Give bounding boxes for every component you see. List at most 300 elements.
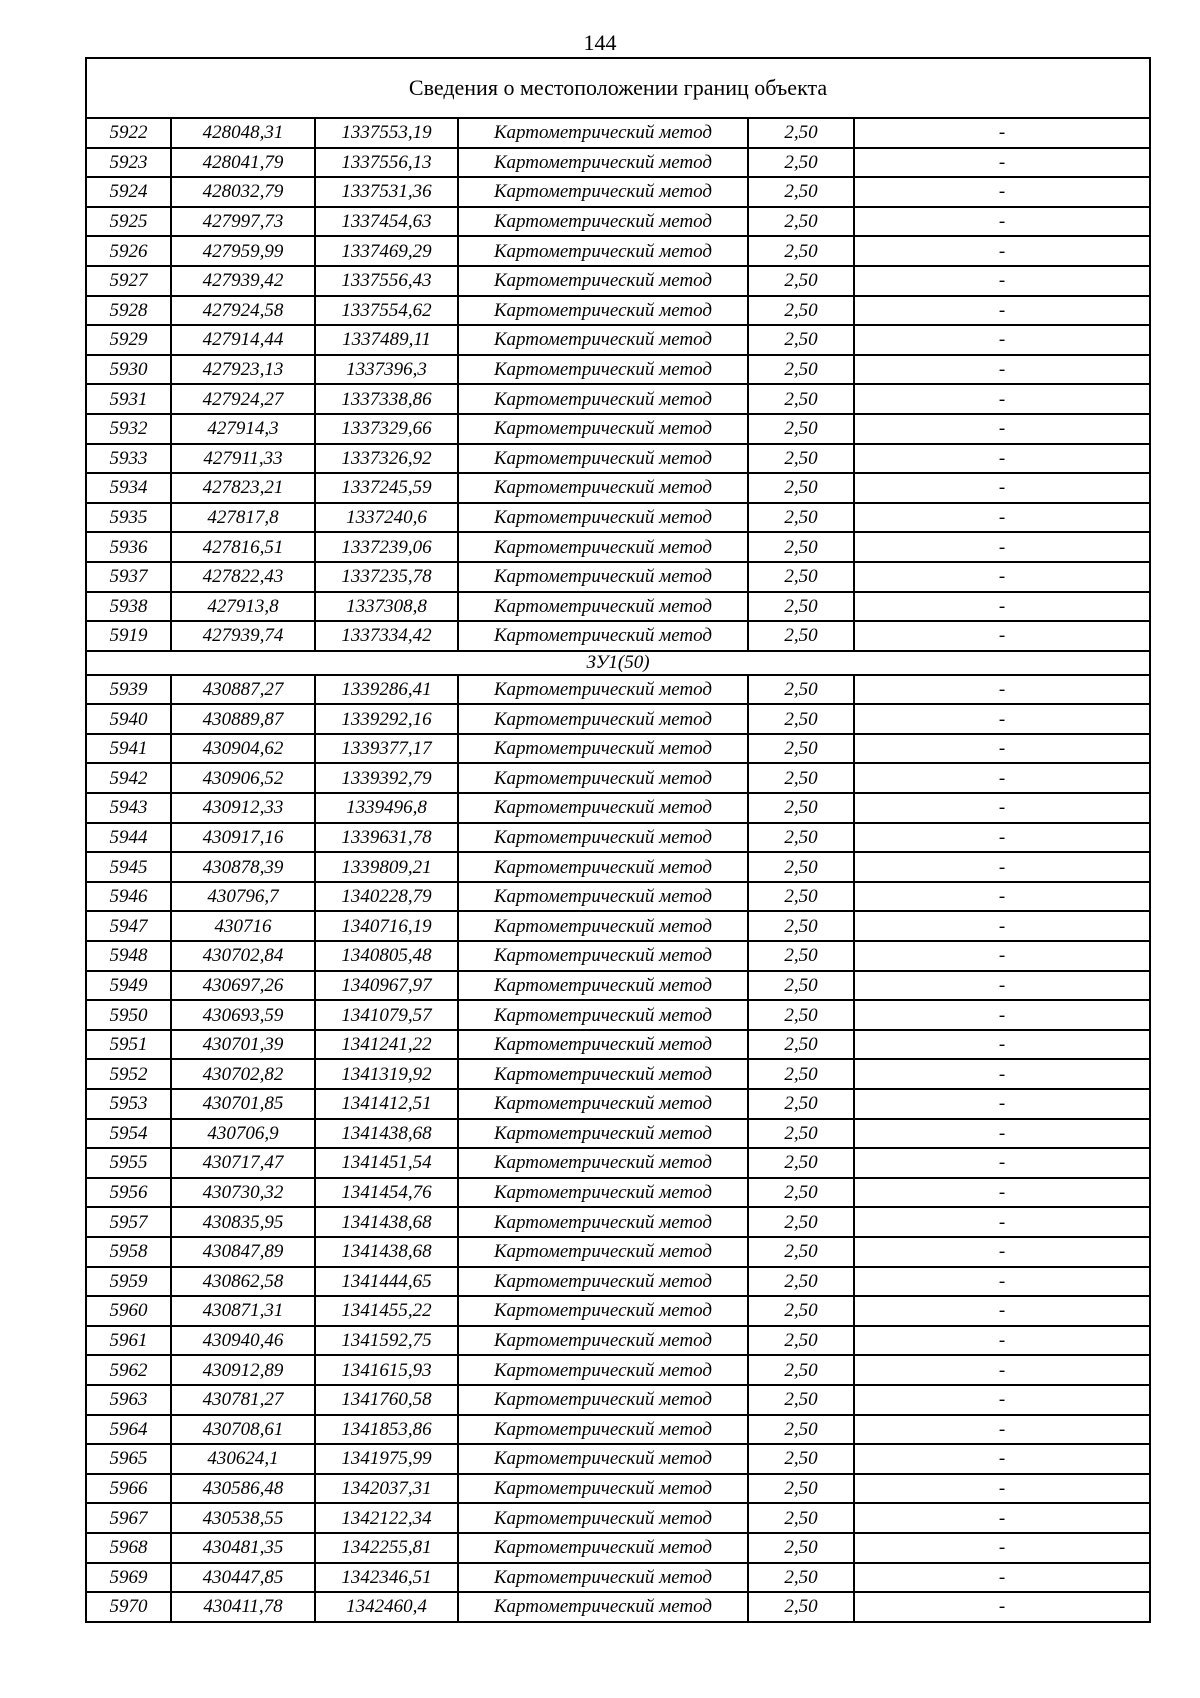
description-cell: - — [854, 296, 1150, 326]
accuracy-cell: 2,50 — [748, 941, 854, 971]
description-cell: - — [854, 1563, 1150, 1593]
method-cell: Картометрический метод — [458, 473, 748, 503]
description-cell: - — [854, 503, 1150, 533]
point-number-cell: 5949 — [86, 971, 171, 1001]
description-cell: - — [854, 1326, 1150, 1356]
accuracy-cell: 2,50 — [748, 1533, 854, 1563]
x-coordinate-cell: 430411,78 — [171, 1592, 315, 1622]
accuracy-cell: 2,50 — [748, 1385, 854, 1415]
accuracy-cell: 2,50 — [748, 1089, 854, 1119]
y-coordinate-cell: 1339292,16 — [315, 704, 458, 734]
point-number-cell: 5945 — [86, 852, 171, 882]
description-cell: - — [854, 1237, 1150, 1267]
y-coordinate-cell: 1341438,68 — [315, 1119, 458, 1149]
table-row — [86, 1563, 1150, 1593]
method-cell: Картометрический метод — [458, 236, 748, 266]
method-cell: Картометрический метод — [458, 1178, 748, 1208]
y-coordinate-cell: 1337556,13 — [315, 148, 458, 178]
point-number-cell: 5960 — [86, 1296, 171, 1326]
description-cell: - — [854, 1148, 1150, 1178]
table-row — [86, 592, 1150, 622]
section-label: ЗУ1(50) — [86, 651, 1150, 675]
y-coordinate-cell: 1339631,78 — [315, 823, 458, 853]
y-coordinate-cell: 1337396,3 — [315, 355, 458, 385]
point-number-cell: 5931 — [86, 384, 171, 414]
accuracy-cell: 2,50 — [748, 852, 854, 882]
y-coordinate-cell: 1337469,29 — [315, 236, 458, 266]
accuracy-cell: 2,50 — [748, 1148, 854, 1178]
method-cell: Картометрический метод — [458, 1237, 748, 1267]
table-row — [86, 1444, 1150, 1474]
y-coordinate-cell: 1341438,68 — [315, 1207, 458, 1237]
point-number-cell: 5967 — [86, 1503, 171, 1533]
description-cell: - — [854, 325, 1150, 355]
accuracy-cell: 2,50 — [748, 971, 854, 1001]
y-coordinate-cell: 1337553,19 — [315, 118, 458, 148]
method-cell: Картометрический метод — [458, 675, 748, 705]
method-cell: Картометрический метод — [458, 823, 748, 853]
description-cell: - — [854, 1000, 1150, 1030]
x-coordinate-cell: 427913,8 — [171, 592, 315, 622]
accuracy-cell: 2,50 — [748, 325, 854, 355]
x-coordinate-cell: 427939,42 — [171, 266, 315, 296]
y-coordinate-cell: 1341079,57 — [315, 1000, 458, 1030]
description-cell: - — [854, 1415, 1150, 1445]
x-coordinate-cell: 430917,16 — [171, 823, 315, 853]
description-cell: - — [854, 1089, 1150, 1119]
point-number-cell: 5936 — [86, 532, 171, 562]
x-coordinate-cell: 427924,58 — [171, 296, 315, 326]
point-number-cell: 5919 — [86, 621, 171, 651]
table-row — [86, 1592, 1150, 1622]
y-coordinate-cell: 1337334,42 — [315, 621, 458, 651]
accuracy-cell: 2,50 — [748, 763, 854, 793]
y-coordinate-cell: 1342122,34 — [315, 1503, 458, 1533]
x-coordinate-cell: 430878,39 — [171, 852, 315, 882]
table-row — [86, 1503, 1150, 1533]
method-cell: Картометрический метод — [458, 207, 748, 237]
table-row — [86, 266, 1150, 296]
table-row — [86, 1030, 1150, 1060]
accuracy-cell: 2,50 — [748, 1000, 854, 1030]
x-coordinate-cell: 430847,89 — [171, 1237, 315, 1267]
method-cell: Картометрический метод — [458, 444, 748, 474]
y-coordinate-cell: 1341592,75 — [315, 1326, 458, 1356]
accuracy-cell: 2,50 — [748, 1267, 854, 1297]
table-row — [86, 1148, 1150, 1178]
method-cell: Картометрический метод — [458, 414, 748, 444]
accuracy-cell: 2,50 — [748, 118, 854, 148]
description-cell: - — [854, 444, 1150, 474]
accuracy-cell: 2,50 — [748, 675, 854, 705]
x-coordinate-cell: 428041,79 — [171, 148, 315, 178]
x-coordinate-cell: 427959,99 — [171, 236, 315, 266]
table-row — [86, 1355, 1150, 1385]
table-row — [86, 1296, 1150, 1326]
y-coordinate-cell: 1341454,76 — [315, 1178, 458, 1208]
y-coordinate-cell: 1341444,65 — [315, 1267, 458, 1297]
table-row — [86, 704, 1150, 734]
description-cell: - — [854, 852, 1150, 882]
table-row — [86, 384, 1150, 414]
x-coordinate-cell: 430781,27 — [171, 1385, 315, 1415]
table-row — [86, 177, 1150, 207]
accuracy-cell: 2,50 — [748, 734, 854, 764]
point-number-cell: 5963 — [86, 1385, 171, 1415]
point-number-cell: 5969 — [86, 1563, 171, 1593]
table-row — [86, 1207, 1150, 1237]
x-coordinate-cell: 430481,35 — [171, 1533, 315, 1563]
description-cell: - — [854, 621, 1150, 651]
point-number-cell: 5962 — [86, 1355, 171, 1385]
description-cell: - — [854, 1592, 1150, 1622]
point-number-cell: 5922 — [86, 118, 171, 148]
x-coordinate-cell: 427822,43 — [171, 562, 315, 592]
description-cell: - — [854, 1355, 1150, 1385]
description-cell: - — [854, 384, 1150, 414]
y-coordinate-cell: 1341455,22 — [315, 1296, 458, 1326]
page-number: 144 — [583, 30, 617, 55]
boundary-coordinates-table — [85, 57, 1151, 1623]
point-number-cell: 5937 — [86, 562, 171, 592]
method-cell: Картометрический метод — [458, 1000, 748, 1030]
table-row — [86, 971, 1150, 1001]
x-coordinate-cell: 430716 — [171, 911, 315, 941]
table-row — [86, 1267, 1150, 1297]
accuracy-cell: 2,50 — [748, 793, 854, 823]
table-row — [86, 852, 1150, 882]
description-cell: - — [854, 971, 1150, 1001]
table-row — [86, 1119, 1150, 1149]
method-cell: Картометрический метод — [458, 1415, 748, 1445]
accuracy-cell: 2,50 — [748, 503, 854, 533]
y-coordinate-cell: 1339286,41 — [315, 675, 458, 705]
accuracy-cell: 2,50 — [748, 532, 854, 562]
x-coordinate-cell: 430871,31 — [171, 1296, 315, 1326]
point-number-cell: 5928 — [86, 296, 171, 326]
point-number-cell: 5947 — [86, 911, 171, 941]
method-cell: Картометрический метод — [458, 1207, 748, 1237]
table-row — [86, 562, 1150, 592]
description-cell: - — [854, 562, 1150, 592]
accuracy-cell: 2,50 — [748, 911, 854, 941]
method-cell: Картометрический метод — [458, 118, 748, 148]
point-number-cell: 5929 — [86, 325, 171, 355]
description-cell: - — [854, 1385, 1150, 1415]
table-row — [86, 148, 1150, 178]
y-coordinate-cell: 1339377,17 — [315, 734, 458, 764]
x-coordinate-cell: 427914,44 — [171, 325, 315, 355]
point-number-cell: 5961 — [86, 1326, 171, 1356]
accuracy-cell: 2,50 — [748, 704, 854, 734]
method-cell: Картометрический метод — [458, 503, 748, 533]
point-number-cell: 5966 — [86, 1474, 171, 1504]
description-cell: - — [854, 1207, 1150, 1237]
table-row — [86, 621, 1150, 651]
method-cell: Картометрический метод — [458, 941, 748, 971]
description-cell: - — [854, 763, 1150, 793]
x-coordinate-cell: 427939,74 — [171, 621, 315, 651]
point-number-cell: 5926 — [86, 236, 171, 266]
point-number-cell: 5968 — [86, 1533, 171, 1563]
point-number-cell: 5942 — [86, 763, 171, 793]
x-coordinate-cell: 430796,7 — [171, 882, 315, 912]
x-coordinate-cell: 427816,51 — [171, 532, 315, 562]
table-row — [86, 1178, 1150, 1208]
y-coordinate-cell: 1337556,43 — [315, 266, 458, 296]
y-coordinate-cell: 1340967,97 — [315, 971, 458, 1001]
description-cell: - — [854, 414, 1150, 444]
method-cell: Картометрический метод — [458, 1474, 748, 1504]
x-coordinate-cell: 430887,27 — [171, 675, 315, 705]
point-number-cell: 5958 — [86, 1237, 171, 1267]
method-cell: Картометрический метод — [458, 1355, 748, 1385]
method-cell: Картометрический метод — [458, 1119, 748, 1149]
point-number-cell: 5925 — [86, 207, 171, 237]
y-coordinate-cell: 1341760,58 — [315, 1385, 458, 1415]
description-cell: - — [854, 1030, 1150, 1060]
method-cell: Картометрический метод — [458, 852, 748, 882]
method-cell: Картометрический метод — [458, 882, 748, 912]
accuracy-cell: 2,50 — [748, 621, 854, 651]
accuracy-cell: 2,50 — [748, 562, 854, 592]
table-row — [86, 1326, 1150, 1356]
y-coordinate-cell: 1337531,36 — [315, 177, 458, 207]
y-coordinate-cell: 1337326,92 — [315, 444, 458, 474]
y-coordinate-cell: 1337329,66 — [315, 414, 458, 444]
section-row — [86, 651, 1150, 675]
point-number-cell: 5954 — [86, 1119, 171, 1149]
y-coordinate-cell: 1341615,93 — [315, 1355, 458, 1385]
description-cell: - — [854, 1474, 1150, 1504]
method-cell: Картометрический метод — [458, 148, 748, 178]
description-cell: - — [854, 911, 1150, 941]
table-row — [86, 763, 1150, 793]
table-row — [86, 734, 1150, 764]
accuracy-cell: 2,50 — [748, 1355, 854, 1385]
accuracy-cell: 2,50 — [748, 473, 854, 503]
accuracy-cell: 2,50 — [748, 1119, 854, 1149]
table-row — [86, 118, 1150, 148]
method-cell: Картометрический метод — [458, 177, 748, 207]
method-cell: Картометрический метод — [458, 592, 748, 622]
method-cell: Картометрический метод — [458, 704, 748, 734]
description-cell: - — [854, 941, 1150, 971]
method-cell: Картометрический метод — [458, 1592, 748, 1622]
x-coordinate-cell: 430697,26 — [171, 971, 315, 1001]
point-number-cell: 5944 — [86, 823, 171, 853]
table-row — [86, 1533, 1150, 1563]
point-number-cell: 5946 — [86, 882, 171, 912]
accuracy-cell: 2,50 — [748, 207, 854, 237]
accuracy-cell: 2,50 — [748, 1474, 854, 1504]
method-cell: Картометрический метод — [458, 1030, 748, 1060]
table-row — [86, 207, 1150, 237]
x-coordinate-cell: 430717,47 — [171, 1148, 315, 1178]
table-row — [86, 911, 1150, 941]
y-coordinate-cell: 1339392,79 — [315, 763, 458, 793]
description-cell: - — [854, 1267, 1150, 1297]
y-coordinate-cell: 1341319,92 — [315, 1059, 458, 1089]
method-cell: Картометрический метод — [458, 911, 748, 941]
y-coordinate-cell: 1340228,79 — [315, 882, 458, 912]
accuracy-cell: 2,50 — [748, 1563, 854, 1593]
point-number-cell: 5956 — [86, 1178, 171, 1208]
y-coordinate-cell: 1337235,78 — [315, 562, 458, 592]
accuracy-cell: 2,50 — [748, 1444, 854, 1474]
x-coordinate-cell: 430912,33 — [171, 793, 315, 823]
y-coordinate-cell: 1341975,99 — [315, 1444, 458, 1474]
accuracy-cell: 2,50 — [748, 1503, 854, 1533]
y-coordinate-cell: 1342346,51 — [315, 1563, 458, 1593]
method-cell: Картометрический метод — [458, 296, 748, 326]
point-number-cell: 5935 — [86, 503, 171, 533]
table-row — [86, 296, 1150, 326]
method-cell: Картометрический метод — [458, 1533, 748, 1563]
description-cell: - — [854, 823, 1150, 853]
method-cell: Картометрический метод — [458, 384, 748, 414]
description-cell: - — [854, 355, 1150, 385]
y-coordinate-cell: 1341853,86 — [315, 1415, 458, 1445]
x-coordinate-cell: 430693,59 — [171, 1000, 315, 1030]
x-coordinate-cell: 430701,39 — [171, 1030, 315, 1060]
description-cell: - — [854, 734, 1150, 764]
description-cell: - — [854, 473, 1150, 503]
description-cell: - — [854, 532, 1150, 562]
table-row — [86, 1059, 1150, 1089]
x-coordinate-cell: 430904,62 — [171, 734, 315, 764]
point-number-cell: 5938 — [86, 592, 171, 622]
point-number-cell: 5939 — [86, 675, 171, 705]
y-coordinate-cell: 1337454,63 — [315, 207, 458, 237]
x-coordinate-cell: 430889,87 — [171, 704, 315, 734]
point-number-cell: 5959 — [86, 1267, 171, 1297]
y-coordinate-cell: 1337489,11 — [315, 325, 458, 355]
description-cell: - — [854, 592, 1150, 622]
x-coordinate-cell: 430912,89 — [171, 1355, 315, 1385]
accuracy-cell: 2,50 — [748, 1326, 854, 1356]
description-cell: - — [854, 793, 1150, 823]
x-coordinate-cell: 430701,85 — [171, 1089, 315, 1119]
table-body — [86, 58, 1150, 1622]
accuracy-cell: 2,50 — [748, 384, 854, 414]
x-coordinate-cell: 427817,8 — [171, 503, 315, 533]
table-row — [86, 473, 1150, 503]
accuracy-cell: 2,50 — [748, 1296, 854, 1326]
accuracy-cell: 2,50 — [748, 296, 854, 326]
table-row — [86, 503, 1150, 533]
x-coordinate-cell: 430586,48 — [171, 1474, 315, 1504]
description-cell: - — [854, 1503, 1150, 1533]
y-coordinate-cell: 1337338,86 — [315, 384, 458, 414]
point-number-cell: 5953 — [86, 1089, 171, 1119]
table-row — [86, 823, 1150, 853]
point-number-cell: 5933 — [86, 444, 171, 474]
method-cell: Картометрический метод — [458, 1326, 748, 1356]
method-cell: Картометрический метод — [458, 621, 748, 651]
accuracy-cell: 2,50 — [748, 266, 854, 296]
point-number-cell: 5927 — [86, 266, 171, 296]
table-row — [86, 793, 1150, 823]
y-coordinate-cell: 1342255,81 — [315, 1533, 458, 1563]
method-cell: Картометрический метод — [458, 1296, 748, 1326]
description-cell: - — [854, 207, 1150, 237]
description-cell: - — [854, 236, 1150, 266]
method-cell: Картометрический метод — [458, 562, 748, 592]
point-number-cell: 5964 — [86, 1415, 171, 1445]
y-coordinate-cell: 1341438,68 — [315, 1237, 458, 1267]
y-coordinate-cell: 1337308,8 — [315, 592, 458, 622]
table-row — [86, 444, 1150, 474]
x-coordinate-cell: 428048,31 — [171, 118, 315, 148]
x-coordinate-cell: 430906,52 — [171, 763, 315, 793]
y-coordinate-cell: 1342460,4 — [315, 1592, 458, 1622]
x-coordinate-cell: 430624,1 — [171, 1444, 315, 1474]
x-coordinate-cell: 427911,33 — [171, 444, 315, 474]
accuracy-cell: 2,50 — [748, 592, 854, 622]
description-cell: - — [854, 266, 1150, 296]
description-cell: - — [854, 148, 1150, 178]
point-number-cell: 5957 — [86, 1207, 171, 1237]
table-row — [86, 1474, 1150, 1504]
table-row — [86, 675, 1150, 705]
accuracy-cell: 2,50 — [748, 1415, 854, 1445]
point-number-cell: 5943 — [86, 793, 171, 823]
y-coordinate-cell: 1341451,54 — [315, 1148, 458, 1178]
point-number-cell: 5965 — [86, 1444, 171, 1474]
description-cell: - — [854, 1178, 1150, 1208]
description-cell: - — [854, 1444, 1150, 1474]
method-cell: Картометрический метод — [458, 971, 748, 1001]
accuracy-cell: 2,50 — [748, 1030, 854, 1060]
y-coordinate-cell: 1337239,06 — [315, 532, 458, 562]
description-cell: - — [854, 882, 1150, 912]
point-number-cell: 5948 — [86, 941, 171, 971]
x-coordinate-cell: 430706,9 — [171, 1119, 315, 1149]
table-row — [86, 1237, 1150, 1267]
point-number-cell: 5970 — [86, 1592, 171, 1622]
accuracy-cell: 2,50 — [748, 1178, 854, 1208]
table-row — [86, 1000, 1150, 1030]
point-number-cell: 5941 — [86, 734, 171, 764]
y-coordinate-cell: 1342037,31 — [315, 1474, 458, 1504]
description-cell: - — [854, 1533, 1150, 1563]
table-row — [86, 414, 1150, 444]
point-number-cell: 5930 — [86, 355, 171, 385]
description-cell: - — [854, 1296, 1150, 1326]
table-row — [86, 236, 1150, 266]
y-coordinate-cell: 1341241,22 — [315, 1030, 458, 1060]
table-row — [86, 1415, 1150, 1445]
accuracy-cell: 2,50 — [748, 236, 854, 266]
point-number-cell: 5940 — [86, 704, 171, 734]
table-row — [86, 532, 1150, 562]
description-cell: - — [854, 177, 1150, 207]
point-number-cell: 5950 — [86, 1000, 171, 1030]
y-coordinate-cell: 1340805,48 — [315, 941, 458, 971]
point-number-cell: 5923 — [86, 148, 171, 178]
x-coordinate-cell: 427823,21 — [171, 473, 315, 503]
description-cell: - — [854, 1059, 1150, 1089]
point-number-cell: 5951 — [86, 1030, 171, 1060]
point-number-cell: 5952 — [86, 1059, 171, 1089]
x-coordinate-cell: 430835,95 — [171, 1207, 315, 1237]
method-cell: Картометрический метод — [458, 1089, 748, 1119]
point-number-cell: 5932 — [86, 414, 171, 444]
table-title: Сведения о местоположении границ объекта — [86, 58, 1150, 118]
x-coordinate-cell: 430447,85 — [171, 1563, 315, 1593]
accuracy-cell: 2,50 — [748, 882, 854, 912]
